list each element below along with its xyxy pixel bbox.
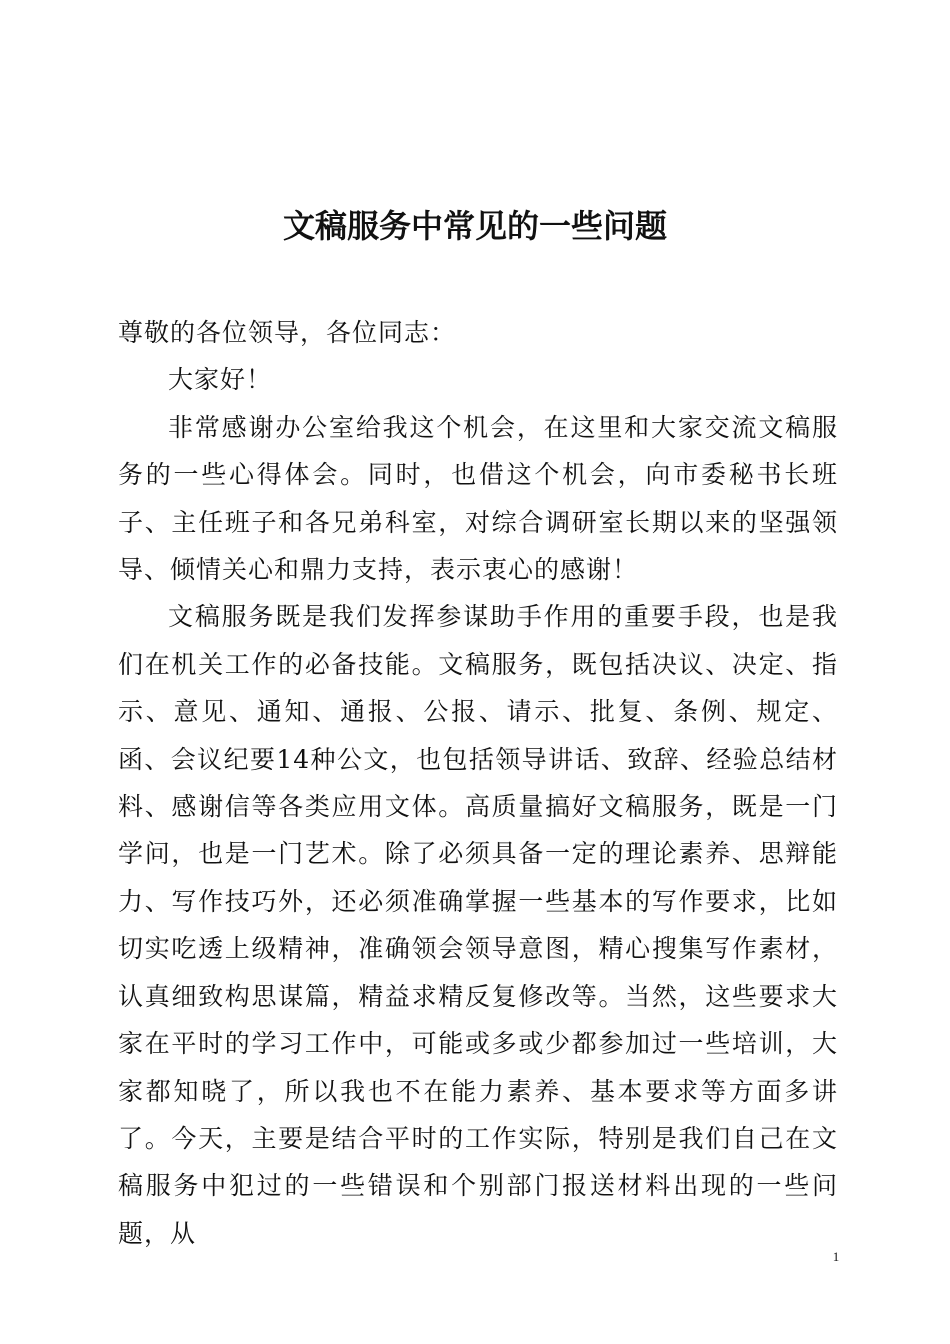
page-number: 1 (832, 1249, 840, 1264)
paragraph-thanks: 非常感谢办公室给我这个机会，在这里和大家交流文稿服务的一些心得体会。同时，也借这个机会，向市委秘书长班子、主任班子和各兄弟科室，对综合调研室长期以来的坚强领导、倾情关心和鼎力支持，表示衷心的感谢！ (118, 412, 838, 585)
document-body (118, 309, 838, 1257)
paragraph-main: 文稿服务既是我们发挥参谋助手作用的重要手段，也是我们在机关工作的必备技能。文稿服务，既包括决议、决定、指示、意见、通知、通报、公报、请示、批复、条例、规定、函、会议纪要14种公文，也包括领导讲话、致辞、经验总结材料、感谢信等各类应用文体。高质量搞好文稿服务，既是一门学问，也是一门艺术。除了必须具备一定的理论素养、思辩能力、写作技巧外，还必须准确掌握一些基本的写作要求，比如切实吃透上级精神，准确领会领导意图，精心搜集写作素材，认真细致构思谋篇，精益求精反复修改等。当然，这些要求大家在平时的学习工作中，可能或多或少都参加过一些培训，大家都知晓了，所以我也不在能力素养、基本要求等方面多讲了。今天，主要是结合平时的工作实际，特别是我们自己在文稿服务中犯过的一些错误和个别部门报送材料出现的一些问题，从 (118, 602, 838, 1248)
document-title: 文稿服务中常见的一些问题 (282, 207, 667, 245)
paragraph-greeting: 大家好！ (168, 365, 273, 395)
salutation: 尊敬的各位领导，各位同志： (118, 318, 457, 347)
